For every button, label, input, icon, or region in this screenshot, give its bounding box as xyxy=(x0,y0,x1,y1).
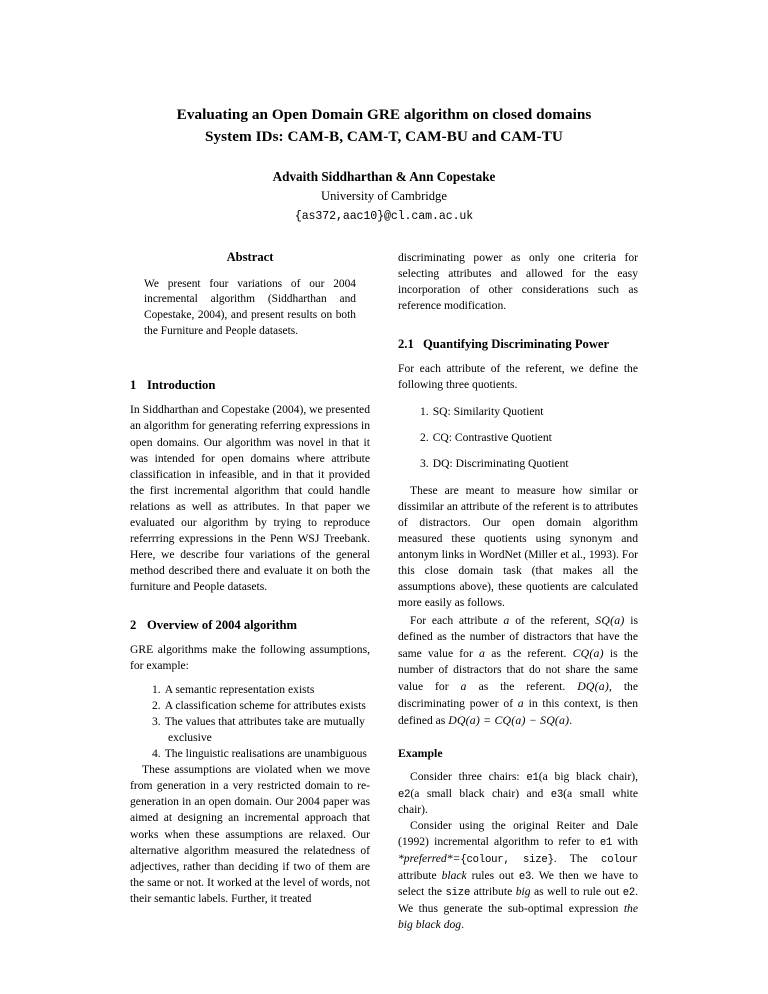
attribute-size: size xyxy=(445,887,471,900)
section-heading-introduction xyxy=(130,378,370,393)
authors: Advaith Siddharthan & Ann Copestake xyxy=(272,169,496,185)
variable-a: a xyxy=(517,695,524,710)
list-item-text: A semantic representation exists xyxy=(164,683,315,697)
example2-lead: Consider using the original Reiter and Dale (1992) incremental algorithm to refer to xyxy=(398,819,638,849)
definition-text-5: is the number of distractors that do not share the same value for xyxy=(398,646,638,693)
example2-mid-6: attribute xyxy=(470,885,516,899)
preferred-set-open: {colour, xyxy=(460,853,510,866)
preferred-marker: *preferred*= xyxy=(398,851,461,865)
body-columns xyxy=(130,250,638,933)
assumptions-list xyxy=(130,682,370,762)
definition-text-6: as the referent. xyxy=(466,679,578,693)
example-heading: Example xyxy=(398,745,443,760)
example2-mid-5: . We then we have to select the xyxy=(398,868,639,899)
math-sq: SQ(a) xyxy=(595,612,625,627)
list-marker: 1. xyxy=(152,683,161,697)
value-black: black xyxy=(441,868,467,882)
entity-e3: e3 xyxy=(550,788,564,801)
list-item xyxy=(420,430,638,446)
example-lead: Consider three chairs: xyxy=(410,769,527,783)
entity-e1: e1 xyxy=(599,837,613,850)
definition-text-2: of the referent, xyxy=(509,613,596,627)
example2-mid-8: . We thus generate the sub-optimal expression xyxy=(398,885,638,915)
contact-email: {as372,aac10}@cl.cam.ac.uk xyxy=(294,209,474,223)
section-heading-overview xyxy=(130,618,370,633)
example2-mid-9: . xyxy=(461,918,465,932)
paper-title-line-1: Evaluating an Open Domain GRE algorithm on closed domains xyxy=(176,106,592,123)
section-title-quantifying: Quantifying Discriminating Power xyxy=(423,336,610,351)
overview-followup-paragraph: These assumptions are violated when we move from generation in a very restricted domain to re-generation in an open domain. Our 2004 paper was aimed at designing an incremental approach that works when these assumptions are relaxed. Our alternative algorithm measured the relatedness of adjectives, rather than deciding if two of them are the same or not. It worked at the level of words, not their semantic labels. Further, it treated xyxy=(130,763,370,905)
list-marker: 3. xyxy=(152,715,161,729)
quotients-definition-paragraph xyxy=(398,612,638,729)
title-block xyxy=(130,104,638,224)
list-marker: 1. xyxy=(420,405,429,419)
variable-a: a xyxy=(503,612,510,627)
example-paragraph-2 xyxy=(398,818,638,933)
definition-text-3: is defined as the number of distractors that have the same value for xyxy=(398,613,638,660)
math-dq: DQ(a) xyxy=(577,678,609,693)
list-item xyxy=(152,682,370,698)
example2-mid-2: . The xyxy=(553,851,602,865)
left-column xyxy=(130,250,370,907)
math-equation-dq: DQ(a) = CQ(a) − SQ(a) xyxy=(448,712,570,727)
definition-text-7: , the discriminating power of xyxy=(398,679,638,710)
section-title-overview: Overview of 2004 algorithm xyxy=(147,617,298,632)
entity-e2: e2 xyxy=(398,788,411,801)
example-desc-1: (a big black chair), xyxy=(538,769,638,783)
entity-e1: e1 xyxy=(526,771,539,784)
attribute-colour: colour xyxy=(601,853,638,866)
list-item xyxy=(152,746,370,762)
right-column xyxy=(398,250,638,933)
section-number-2-1: 2.1 xyxy=(398,336,414,351)
preferred-set-size: size} xyxy=(522,853,554,866)
list-item-text: The values that attributes take are mutually exclusive xyxy=(164,715,365,745)
list-marker: 4. xyxy=(152,747,161,761)
affiliation: University of Cambridge xyxy=(321,189,447,204)
entity-e2: e2 xyxy=(622,887,636,900)
definition-text-8: in this context, is then defined as xyxy=(398,696,638,727)
section-title-introduction: Introduction xyxy=(147,378,216,393)
section-number-2: 2 xyxy=(130,617,137,632)
abstract-text: We present four variations of our 2004 incremental algorithm (Siddharthan and Copestake, 2004), and present results on both the Furniture and People datasets. xyxy=(144,277,356,337)
list-item xyxy=(420,404,638,420)
list-item-text: SQ: Similarity Quotient xyxy=(432,405,544,419)
quantifying-intro-paragraph: For each attribute of the referent, we define the following three quotients. xyxy=(398,361,638,391)
quotients-explanation-paragraph: These are meant to measure how similar or dissimilar an attribute of the referent is to attributes of distractors. Our open domain algorithm measured these quotients using synonym and antonym links in WordNet (Miller et al., 1993). For this close domain task (that makes all the assumptions above), these quotients are calculated more easily as follows. xyxy=(398,484,638,610)
section-heading-quantifying xyxy=(398,337,638,352)
example2-mid-3: attribute xyxy=(398,868,442,882)
variable-a: a xyxy=(460,678,467,693)
example-desc-3: (a small white chair). xyxy=(398,786,638,817)
overview-paragraph-continued: discriminating power as only one criteria for selecting attributes and allowed for the easy incorporation of other considerations such as reference modification. xyxy=(398,250,638,312)
example2-mid-1: with xyxy=(612,835,638,849)
paper-title-line-2: System IDs: CAM-B, CAM-T, CAM-BU and CAM-TU xyxy=(205,127,563,145)
page-title xyxy=(130,104,638,147)
list-item-text: CQ: Contrastive Quotient xyxy=(432,431,552,445)
example2-mid-4: rules out xyxy=(466,868,519,882)
section-number-1: 1 xyxy=(130,378,137,393)
list-item xyxy=(152,714,370,746)
example2-mid-7: as well to rule out xyxy=(530,885,623,899)
introduction-paragraph: In Siddharthan and Copestake (2004), we presented an algorithm for generating referring expressions in open domains. Our algorithm was novel in that it was intended for open domains where attribute classification in infeasible, and in that it provided the first incremental algorithm that could handle relations as well as attributes. In that paper we evaluated our algorithm by trying to reproduce referrring expressions in the Penn WSJ Treebank. Here, we describe four variations of the general method described there and evaluate it on both the furniture and People datasets. xyxy=(130,403,370,593)
overview-intro-paragraph: GRE algorithms make the following assumptions, for example: xyxy=(130,642,370,673)
list-item xyxy=(420,456,638,472)
list-marker: 2. xyxy=(420,431,429,445)
math-cq: CQ(a) xyxy=(572,645,604,660)
example-paragraph-1 xyxy=(398,769,638,818)
list-item-text: DQ: Discriminating Quotient xyxy=(432,457,569,471)
entity-e3: e3 xyxy=(518,870,532,883)
definition-text-9: . xyxy=(569,713,573,727)
list-marker: 3. xyxy=(420,457,429,471)
value-big: big xyxy=(515,885,531,899)
abstract-heading: Abstract xyxy=(226,249,274,264)
definition-text-4: as the referent. xyxy=(485,646,573,660)
variable-a: a xyxy=(478,645,486,660)
list-item xyxy=(152,698,370,714)
generated-expression: the big black dog xyxy=(398,901,638,932)
definition-text-1: For each attribute xyxy=(410,613,504,627)
list-marker: 2. xyxy=(152,699,161,713)
list-item-text: The linguistic realisations are unambiguous xyxy=(164,747,367,761)
abstract-section xyxy=(130,250,370,340)
quotients-list xyxy=(398,404,638,472)
list-item-text: A classification scheme for attributes exists xyxy=(164,699,366,713)
example-desc-2: (a small black chair) and xyxy=(410,786,551,800)
